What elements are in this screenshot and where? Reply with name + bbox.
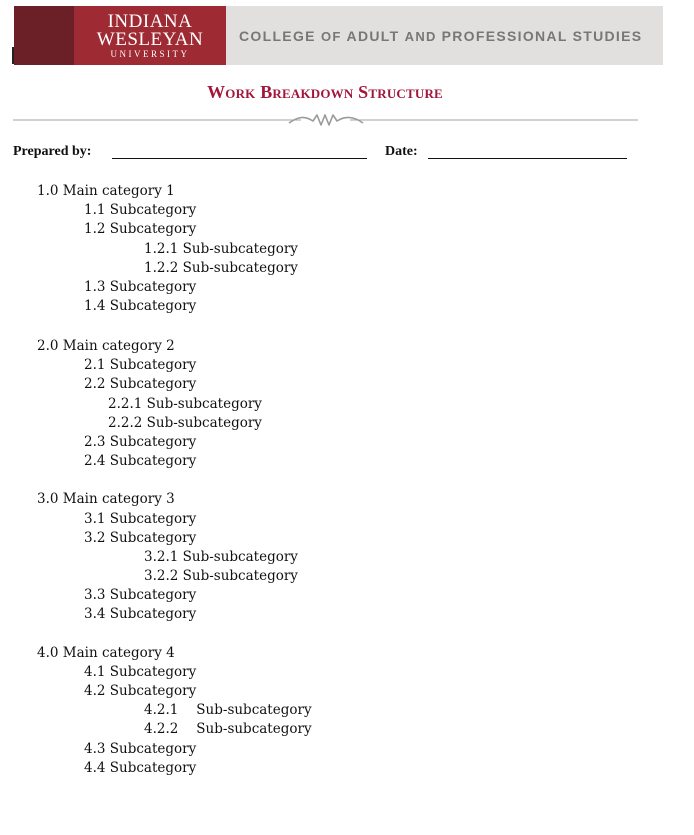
wbs-item-number: 4.3 (84, 741, 106, 757)
wbs-item (144, 701, 312, 719)
wbs-item-number: 2.3 (84, 434, 106, 450)
banner-accent-block (14, 6, 74, 65)
wbs-item (84, 740, 196, 758)
wbs-item (84, 605, 196, 623)
wbs-item-label: Subcategory (105, 511, 197, 527)
wbs-item-label: Subcategory (105, 530, 197, 546)
wbs-item-label: Subcategory (105, 587, 197, 603)
wbs-item-label: Sub-subcategory (178, 568, 298, 584)
wbs-item-number: 3.2.2 (144, 568, 179, 584)
wbs-item-label: Sub-subcategory (142, 415, 262, 431)
wbs-item-number: 2.2.2 (108, 415, 143, 431)
college-name-part: AND (404, 29, 442, 44)
wbs-item (37, 182, 175, 200)
wbs-item-number: 1.3 (84, 279, 106, 295)
wbs-item-number: 1.2.2 (144, 260, 179, 276)
wbs-item-number: 3.1 (84, 511, 106, 527)
college-name-part: OF (320, 29, 347, 44)
wbs-item-number: 2.0 (37, 338, 59, 354)
wbs-item-number: 2.2 (84, 376, 106, 392)
wbs-item-number: 1.2.1 (144, 241, 179, 257)
wbs-item-label: Subcategory (105, 664, 197, 680)
college-name-part: COLLEGE (239, 28, 321, 44)
wbs-item (84, 586, 196, 604)
wbs-item-number: 1.4 (84, 298, 106, 314)
wbs-item-label: Subcategory (105, 760, 197, 776)
wbs-item-number: 4.4 (84, 760, 106, 776)
wbs-item (84, 510, 196, 528)
wbs-item-label: Subcategory (105, 741, 197, 757)
prepared-by-field[interactable] (112, 158, 367, 159)
logo-line-1: INDIANA (107, 11, 193, 32)
wbs-item-number: 4.2.1 (144, 702, 179, 718)
wbs-item-number: 3.3 (84, 587, 106, 603)
wbs-item-number: 4.2 (84, 683, 106, 699)
wbs-item (144, 240, 298, 258)
wbs-item (84, 452, 196, 470)
wbs-item-label: Sub-subcategory (178, 260, 298, 276)
wbs-item-label: Subcategory (105, 202, 197, 218)
wbs-item-number: 4.0 (37, 645, 59, 661)
text-cursor (12, 47, 14, 64)
wbs-item-label: Sub-subcategory (178, 549, 298, 565)
wbs-item (84, 433, 196, 451)
wbs-item (84, 278, 196, 296)
wbs-item (84, 297, 196, 315)
wbs-item (144, 720, 312, 738)
wbs-item (84, 682, 196, 700)
logo-line-3: UNIVERSITY (110, 49, 190, 59)
title-divider-ornament (13, 112, 638, 130)
wbs-item-label: Subcategory (105, 279, 197, 295)
prepared-by-label: Prepared by: (13, 144, 92, 159)
date-field[interactable] (428, 158, 627, 159)
wbs-item (84, 375, 196, 393)
wbs-item-label: Main category 2 (58, 338, 175, 354)
wbs-item-label: Subcategory (105, 606, 197, 622)
wbs-item-number: 1.1 (84, 202, 106, 218)
college-name-part: ADULT (346, 28, 405, 44)
wbs-item (108, 414, 262, 432)
wbs-item (84, 529, 196, 547)
wbs-item-label: Main category 3 (58, 491, 175, 507)
wbs-item-label: Sub-subcategory (142, 396, 262, 412)
wbs-item-number: 2.1 (84, 357, 106, 373)
wbs-item-number: 1.2 (84, 221, 106, 237)
wbs-item-label: Subcategory (105, 453, 197, 469)
college-name-part: PROFESSIONAL STUDIES (441, 28, 643, 44)
logo-line-2: WESLEYAN (96, 29, 204, 50)
wbs-item-number: 1.0 (37, 183, 59, 199)
date-label: Date: (385, 144, 418, 159)
wbs-item-number: 4.1 (84, 664, 106, 680)
wbs-item (37, 644, 175, 662)
wbs-item-label: Main category 4 (58, 645, 175, 661)
header-banner (14, 6, 663, 65)
wbs-item (84, 663, 196, 681)
wbs-item (108, 395, 262, 413)
wbs-item (144, 259, 298, 277)
wbs-item-label: Subcategory (105, 434, 197, 450)
wbs-item (84, 220, 196, 238)
wbs-item (37, 490, 175, 508)
wbs-item-label: Subcategory (105, 298, 197, 314)
wbs-item-number: 3.0 (37, 491, 59, 507)
wbs-item (37, 337, 175, 355)
document-title: Work Breakdown Structure (207, 82, 443, 102)
wbs-item-label: Subcategory (105, 221, 197, 237)
wbs-item (144, 548, 298, 566)
wbs-item (144, 567, 298, 585)
university-logo (74, 6, 226, 65)
wbs-item-label: Subcategory (105, 683, 197, 699)
wbs-item (84, 759, 196, 777)
college-name (239, 28, 642, 44)
wbs-item-label: Sub-subcategory (192, 721, 312, 737)
wbs-item-label: Sub-subcategory (192, 702, 312, 718)
wbs-item-number: 2.4 (84, 453, 106, 469)
wbs-item-label: Subcategory (105, 357, 197, 373)
wbs-item-label: Subcategory (105, 376, 197, 392)
wbs-item-number: 3.2 (84, 530, 106, 546)
wbs-item (84, 201, 196, 219)
wbs-item-number: 2.2.1 (108, 396, 143, 412)
wbs-item-number: 3.2.1 (144, 549, 179, 565)
wbs-item-number: 3.4 (84, 606, 106, 622)
wbs-item-label: Main category 1 (58, 183, 175, 199)
wbs-item (84, 356, 196, 374)
wbs-item-label: Sub-subcategory (178, 241, 298, 257)
wbs-item-number: 4.2.2 (144, 721, 179, 737)
